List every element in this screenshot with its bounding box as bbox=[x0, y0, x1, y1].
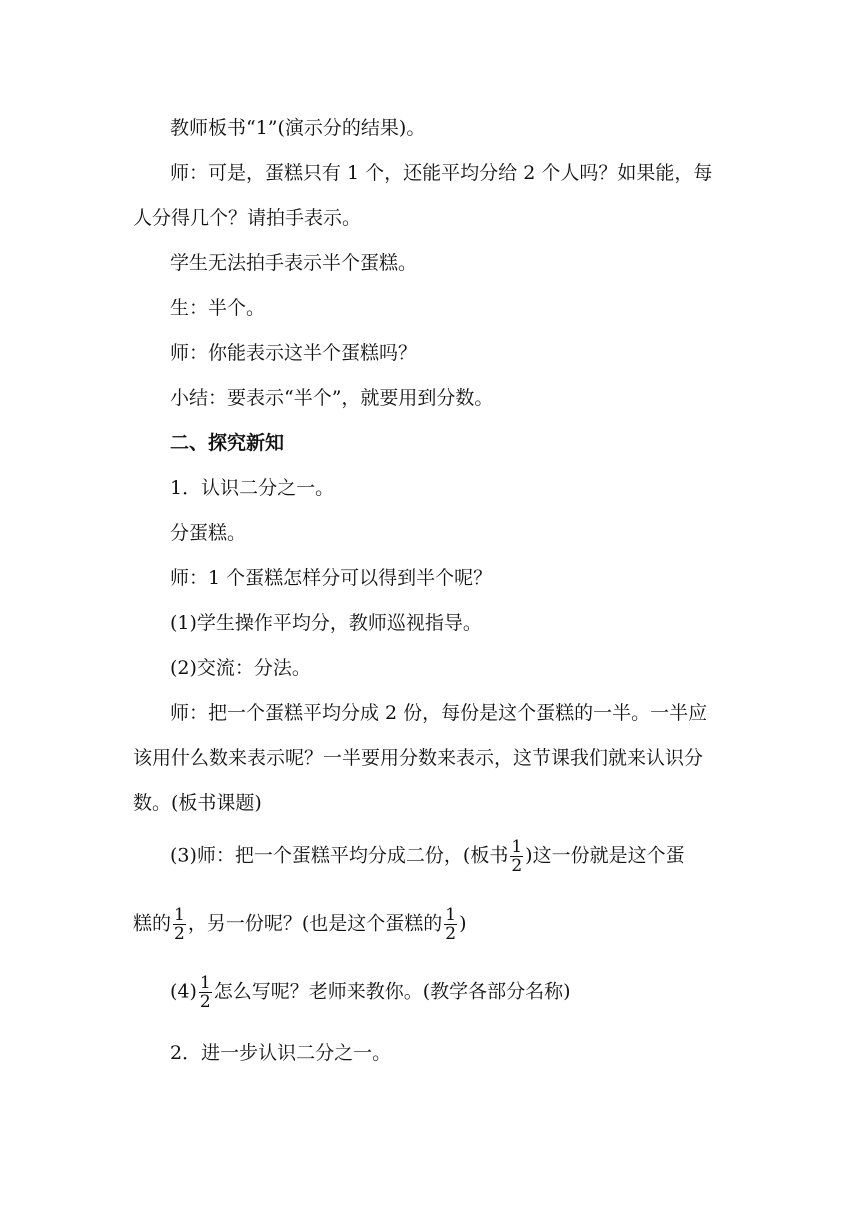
paragraph: 生：半个。 bbox=[170, 297, 266, 319]
paragraph: 教师板书“1”(演示分的结果)。 bbox=[170, 117, 426, 139]
fraction-denominator: 2 bbox=[199, 992, 211, 1012]
paragraph-with-fraction bbox=[170, 838, 685, 875]
text-segment: ) bbox=[459, 912, 467, 935]
fraction-denominator: 2 bbox=[511, 856, 523, 876]
paragraph-continuation: 该用什么数来表示呢？一半要用分数来表示，这节课我们就来认识分 bbox=[133, 747, 704, 769]
text-segment: (3)师：把一个蛋糕平均分成二份，(板书 bbox=[170, 844, 509, 867]
paragraph-continuation: 数。(板书课题) bbox=[133, 792, 262, 814]
fraction-one-half bbox=[444, 906, 457, 943]
text-segment: 糕的 bbox=[133, 912, 172, 935]
fraction-one-half bbox=[173, 906, 186, 943]
fraction-numerator: 1 bbox=[199, 973, 211, 993]
paragraph: 师：你能表示这半个蛋糕吗？ bbox=[170, 342, 418, 364]
text-segment: )这一份就是这个蛋 bbox=[525, 844, 685, 867]
fraction-numerator: 1 bbox=[174, 905, 185, 925]
paragraph: 师：把一个蛋糕平均分成 2 份，每份是这个蛋糕的一半。一半应 bbox=[170, 702, 708, 724]
subsection-heading: 1．认识二分之一。 bbox=[170, 477, 335, 499]
text-segment: (4) bbox=[170, 980, 197, 1003]
fraction-numerator: 1 bbox=[511, 837, 523, 857]
text-segment: ，另一份呢？(也是这个蛋糕的 bbox=[187, 912, 443, 935]
text-segment: 怎么写呢？老师来教你。(教学各部分名称) bbox=[213, 980, 571, 1003]
paragraph-with-fraction bbox=[170, 974, 571, 1011]
fraction-one-half bbox=[199, 974, 212, 1011]
paragraph: (1)学生操作平均分，教师巡视指导。 bbox=[170, 612, 482, 634]
paragraph: 师：1 个蛋糕怎样分可以得到半个呢？ bbox=[170, 567, 493, 589]
fraction-denominator: 2 bbox=[174, 924, 185, 944]
paragraph: 分蛋糕。 bbox=[170, 522, 247, 544]
fraction-denominator: 2 bbox=[445, 924, 457, 944]
fraction-numerator: 1 bbox=[445, 905, 457, 925]
paragraph: 师：可是，蛋糕只有 1 个，还能平均分给 2 个人吗？如果能，每 bbox=[170, 162, 713, 184]
section-heading: 二、探究新知 bbox=[170, 432, 285, 454]
paragraph-with-fraction bbox=[133, 906, 467, 943]
paragraph-continuation: 人分得几个？请拍手表示。 bbox=[133, 207, 362, 229]
paragraph: 小结：要表示“半个”，就要用到分数。 bbox=[170, 387, 494, 409]
paragraph: (2)交流：分法。 bbox=[170, 657, 311, 679]
subsection-heading: 2．进一步认识二分之一。 bbox=[170, 1042, 392, 1064]
fraction-one-half bbox=[510, 838, 523, 875]
paragraph: 学生无法拍手表示半个蛋糕。 bbox=[170, 252, 418, 274]
